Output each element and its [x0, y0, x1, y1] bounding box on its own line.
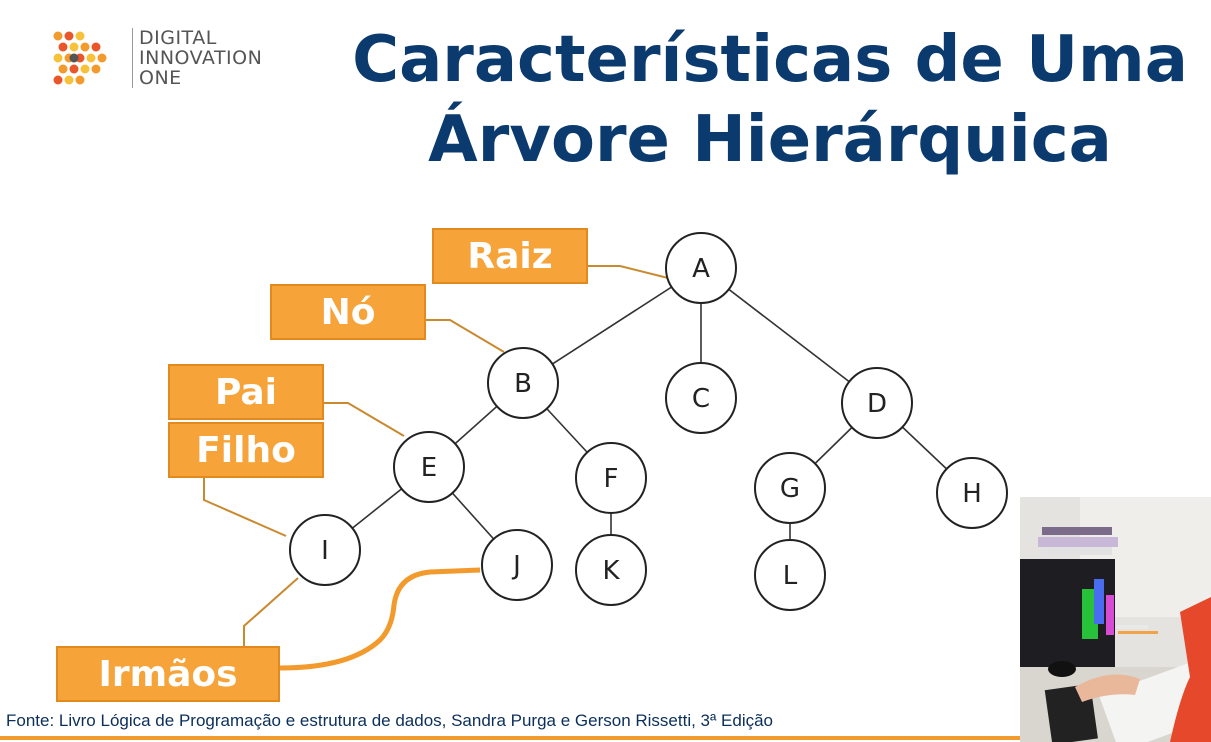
tree-node-label: C: [691, 384, 711, 414]
label-irmaos: Irmãos: [56, 646, 280, 702]
tree-node-J: [482, 530, 552, 600]
tree-node-label: G: [779, 474, 801, 504]
presenter-webcam: [1020, 497, 1211, 742]
footer-divider: [0, 736, 1020, 740]
tree-node-B: [488, 348, 558, 418]
tree-node-label: F: [603, 464, 619, 494]
tree-node-C: [666, 363, 736, 433]
tree-node-label: J: [513, 551, 521, 581]
label-no: Nó: [270, 284, 426, 340]
connector-irmaos-j: [280, 570, 480, 668]
logo-line-2: INNOVATION: [139, 47, 263, 69]
tree-node-I: [290, 515, 360, 585]
connector-raiz: [588, 266, 668, 278]
tree-node-K: [576, 535, 646, 605]
label-raiz: Raiz: [432, 228, 588, 284]
tree-node-label: K: [602, 556, 620, 586]
connector-no: [426, 320, 504, 352]
connector-pai: [324, 403, 404, 436]
tree-node-label: H: [962, 479, 982, 509]
tree-node-G: [755, 453, 825, 523]
tree-node-label: L: [782, 561, 798, 591]
source-citation: Fonte: Livro Lógica de Programação e estrutura de dados, Sandra Purga e Gerson Rissetti, 3ª Edição: [6, 711, 774, 730]
tree-node-label: I: [321, 536, 329, 566]
tree-node-H: [937, 458, 1007, 528]
logo-line-1: DIGITAL: [139, 27, 217, 49]
slide-title-line-2: Árvore Hierárquica: [428, 103, 1112, 177]
logo-line-3: ONE: [139, 67, 182, 89]
tree-node-label: E: [420, 453, 438, 483]
label-pai: Pai: [168, 364, 324, 420]
tree-node-label: D: [866, 389, 888, 419]
tree-node-F: [576, 443, 646, 513]
connector-filho: [204, 478, 286, 536]
connector-irmaos-i: [244, 578, 298, 646]
label-filho: Filho: [168, 422, 324, 478]
tree-node-E: [394, 432, 464, 502]
slide-title-line-1: Características de Uma: [352, 23, 1188, 97]
tree-node-D: [842, 368, 912, 438]
tree-node-label: A: [692, 254, 710, 284]
tree-node-A: [666, 233, 736, 303]
tree-node-label: B: [514, 369, 532, 399]
tree-node-L: [755, 540, 825, 610]
